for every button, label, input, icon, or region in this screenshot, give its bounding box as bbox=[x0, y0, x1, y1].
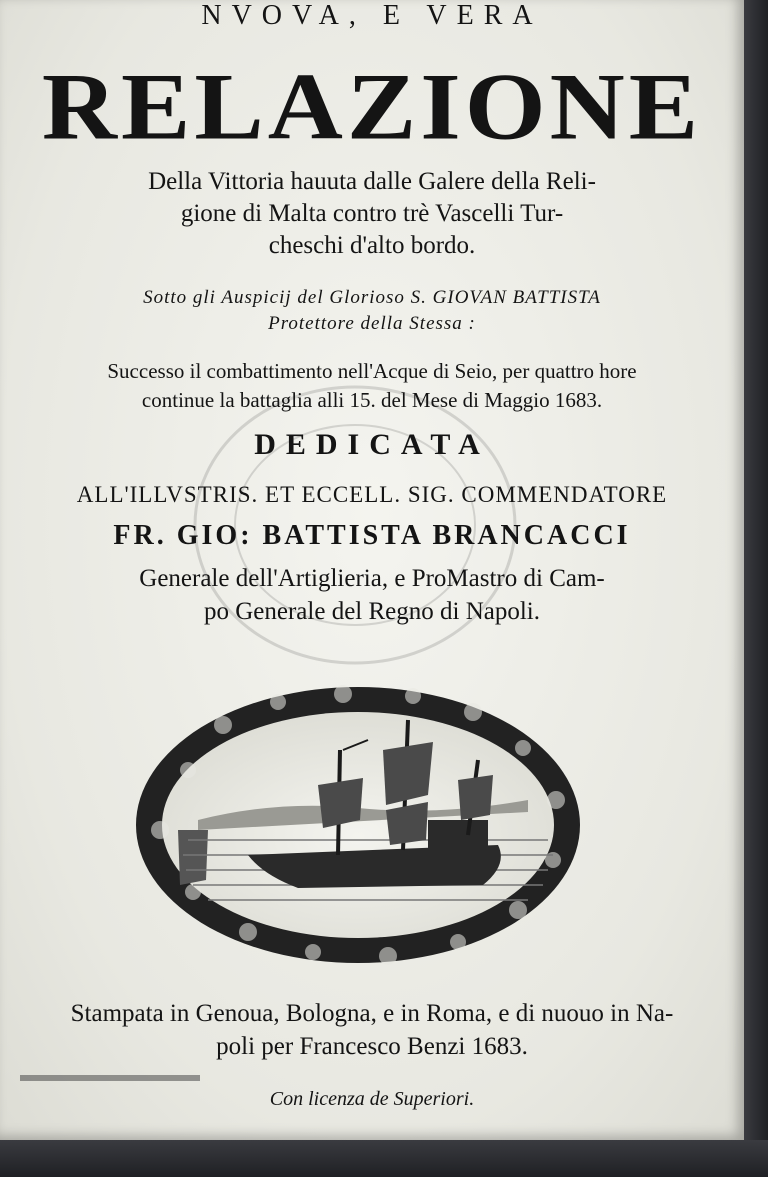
successo-line-2: continue la battaglia alli 15. del Mese di Maggio 1683. bbox=[141, 388, 603, 412]
ink-smudge-divider bbox=[20, 1075, 200, 1081]
imprint-line-1: Stampata in Genoua, Bologna, e in Roma, e di nuouo in Na- bbox=[70, 1000, 674, 1027]
successo-line-1: Successo il combattimento nell'Acque di Seio, per quattro hore bbox=[107, 359, 637, 383]
ship-vignette-icon bbox=[128, 680, 588, 970]
auspici-line-1: Sotto gli Auspicij del Glorioso S. GIOVAN BATTISTA bbox=[143, 287, 601, 308]
scan-edge-right bbox=[744, 0, 768, 1177]
dedicatee-name: FR. GIO: BATTISTA BRANCACCI bbox=[113, 520, 631, 551]
subtitle-line-1: Della Vittoria hauuta dalle Galere della Reli- bbox=[148, 168, 596, 195]
subtitle-line-2: gione di Malta contro trè Vascelli Tur- bbox=[180, 200, 564, 227]
imprint-line-2: poli per Francesco Benzi 1683. bbox=[216, 1033, 528, 1060]
scan-edge-bottom bbox=[0, 1140, 768, 1177]
dedication-addressee: ALL'ILLVSTRIS. ET ECCELL. SIG. COMMENDATORE bbox=[76, 482, 668, 507]
heading-relazione: RELAZIONE bbox=[41, 53, 703, 160]
subtitle-line-3: cheschi d'alto bordo. bbox=[268, 232, 476, 259]
generale-line-2: po Generale del Regno di Napoli. bbox=[203, 598, 540, 625]
auspici-line-2: Protettore della Stessa : bbox=[268, 313, 476, 334]
licenza-line: Con licenza de Superiori. bbox=[269, 1088, 475, 1110]
dedicata-heading: DEDICATA bbox=[254, 428, 490, 461]
generale-line-1: Generale dell'Artiglieria, e ProMastro di Cam- bbox=[139, 565, 605, 592]
heading-nuova-vera: NVOVA, E VERA bbox=[201, 0, 543, 31]
